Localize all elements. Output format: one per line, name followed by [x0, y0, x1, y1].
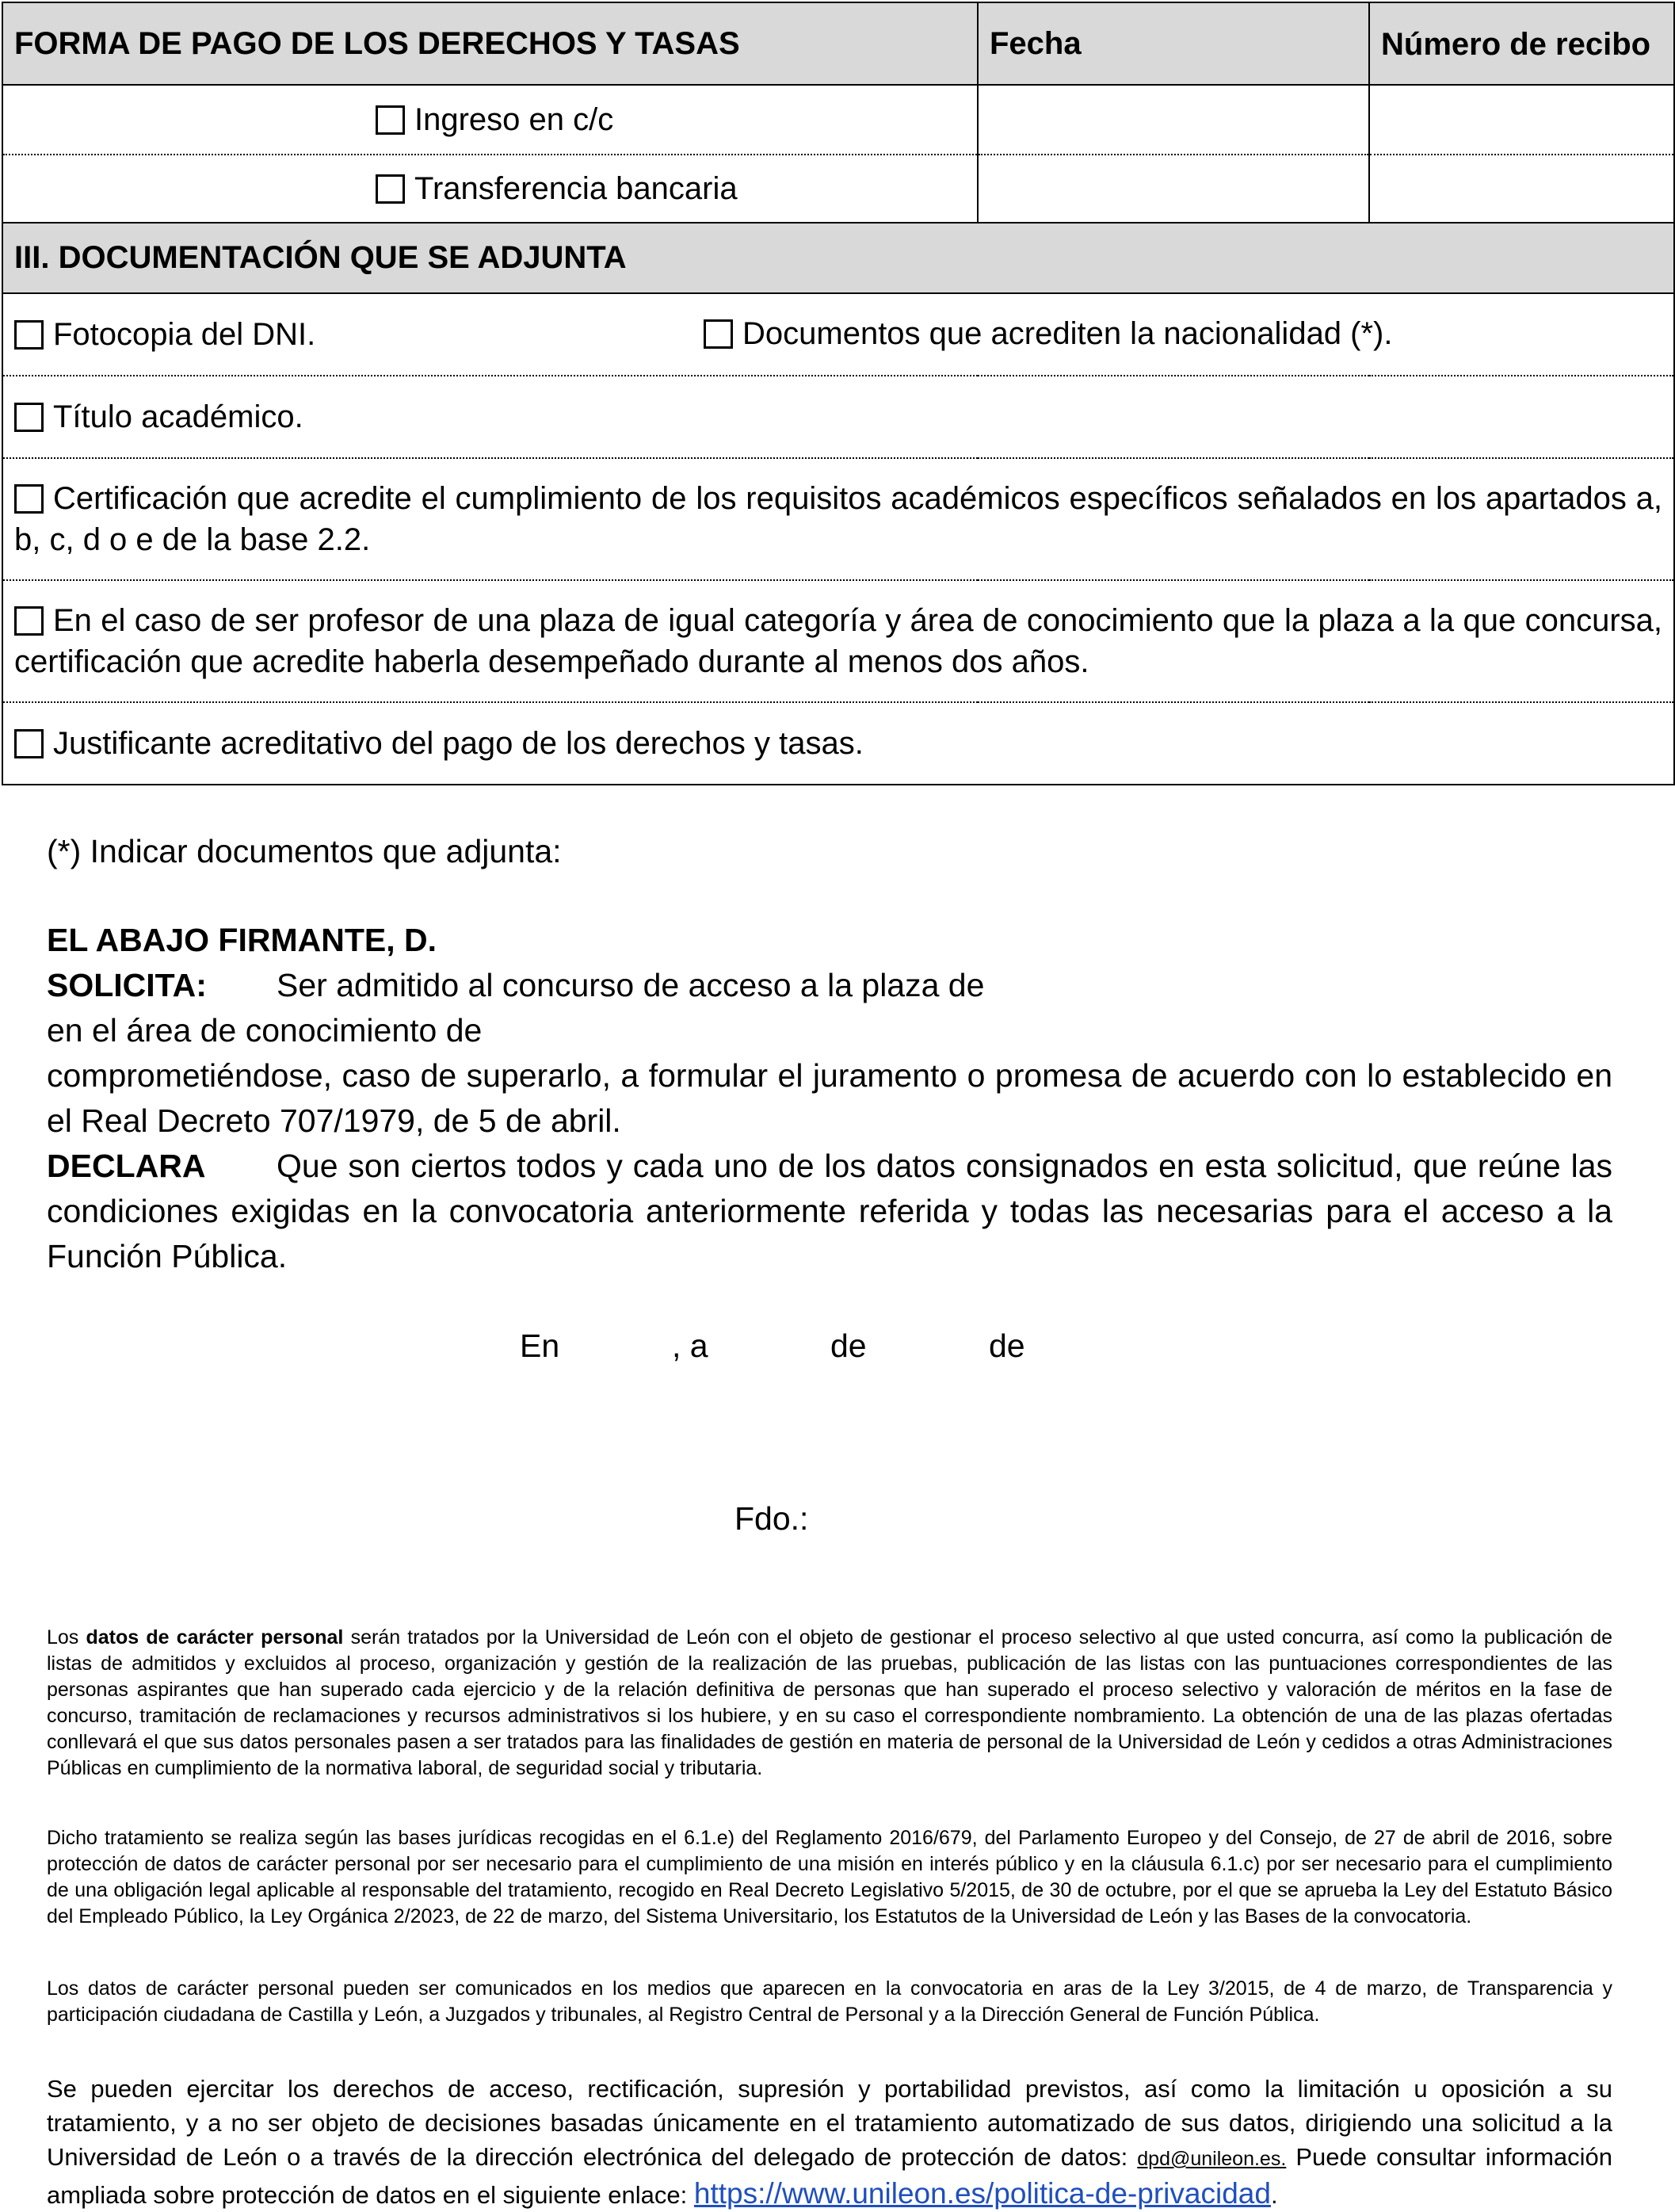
- signer-line: EL ABAJO FIRMANTE, D.: [47, 922, 437, 958]
- receipt-header: Número de recibo: [1369, 2, 1674, 85]
- deposit-checkbox[interactable]: [376, 105, 405, 135]
- dni-checkbox[interactable]: [14, 320, 44, 350]
- area-line: en el área de conocimiento de: [47, 1012, 483, 1049]
- privacy-paragraph-3: Los datos de carácter personal pueden ser comunicados en los medios que aparecen en la convocatoria en aras de la Ley 3/2015, de 4 de marzo, de Transparencia y participación ciudadana de Castilla y León, a Juzgados y tribunales, al Registro Central de Personal y a la Dirección General de Función Pública.: [47, 1977, 1612, 2026]
- privacy-paragraph-2: Dicho tratamiento se realiza según las bases jurídicas recogidas en el 6.1.e) del Reglamento 2016/679, del Parlamento Europeo y del Consejo, de 27 de abril de 2016, sobre protección de datos de carácter personal por ser necesario para el cumplimiento de una misión en interés público y en la cláusula 6.1.c) por ser necesario para el cumplimiento de una obligación legal aplicable al responsable del tratamiento, recogido en Real Decreto Legislativo 5/2015, de 30 de octubre, por el que se aprueba la Ley del Estatuto Básico del Empleado Público, la Ley Orgánica 2/2023, de 22 de marzo, del Sistema Universitario, los Estatutos de la Universidad de León y las Bases de la convocatoria.: [47, 1827, 1612, 1927]
- privacy-end: .: [1270, 2181, 1278, 2209]
- deposit-label: Ingreso en c/c: [414, 101, 614, 137]
- certification-checkbox[interactable]: [14, 484, 44, 514]
- dpd-email-link[interactable]: dpd@unileon.es.: [1137, 2148, 1287, 2170]
- privacy-rights-text: Se pueden ejercitar los derechos de acceso, rectificación, supresión y portabilidad previstos, así como la limitación u oposición a su tratamiento, y a no ser objeto de decisiones basadas únicamente en el tratamiento automatizado de sus datos, dirigiendo una solicitud a la Universidad de León o a través de la dirección electrónica del delegado de protección de datos:: [47, 2075, 1612, 2171]
- solicita-label: SOLICITA:: [47, 967, 207, 1003]
- title-label: Título académico.: [53, 399, 303, 434]
- deposit-date-cell[interactable]: [978, 85, 1369, 155]
- date-de-1: de: [830, 1328, 867, 1364]
- privacy-lead: Los: [47, 1626, 79, 1648]
- payment-option-deposit[interactable]: [2, 85, 978, 155]
- privacy-paragraph-1: [47, 1625, 1612, 1782]
- date-de-2: de: [989, 1328, 1025, 1364]
- nationality-option[interactable]: [704, 316, 1393, 352]
- signature-label: Fdo.:: [734, 1500, 809, 1537]
- commitment-text: comprometiéndose, caso de superarlo, a formular el juramento o promesa de acuerdo con lo establecido en el Real Decreto 707/1979, de 5 de abril.: [47, 1057, 1612, 1139]
- attachments-note: (*) Indicar documentos que adjunta:: [47, 833, 562, 869]
- transfer-label: Transferencia bancaria: [414, 170, 738, 206]
- dni-option[interactable]: [14, 317, 315, 352]
- doc-row-dni: [2, 293, 1674, 376]
- payment-option-transfer[interactable]: [2, 155, 978, 223]
- declara-paragraph: [47, 1144, 1612, 1279]
- nationality-checkbox[interactable]: [704, 319, 733, 349]
- nationality-label: Documentos que acrediten la nacionalidad (*).: [742, 316, 1393, 351]
- solicita-line: [47, 963, 1612, 1008]
- doc-row-certification[interactable]: [2, 458, 1674, 580]
- solicita-text: Ser admitido al concurso de acceso a la plaza de: [277, 967, 985, 1003]
- place-en: En: [520, 1328, 560, 1364]
- dni-label: Fotocopia del DNI.: [53, 316, 316, 352]
- date-header: Fecha: [978, 2, 1369, 85]
- professor-checkbox[interactable]: [14, 606, 44, 636]
- deposit-receipt-cell[interactable]: [1369, 85, 1674, 155]
- form-table: [2, 2, 1675, 785]
- privacy-more-text: Puede consultar información ampliada sobre protección de datos en el siguiente enlace:: [47, 2143, 1613, 2209]
- place-a: , a: [672, 1328, 708, 1364]
- title-checkbox[interactable]: [14, 403, 44, 432]
- certification-label: Certificación que acredite el cumplimiento de los requisitos académicos específicos señalados en los apartados a, b, c, d o e de la base 2.2.: [14, 481, 1662, 557]
- privacy-bold: datos de carácter personal: [86, 1626, 344, 1648]
- transfer-receipt-cell[interactable]: [1369, 155, 1674, 223]
- transfer-checkbox[interactable]: [376, 174, 405, 204]
- doc-row-professor[interactable]: [2, 580, 1674, 702]
- declaration-block: [47, 918, 1612, 1279]
- payment-header: FORMA DE PAGO DE LOS DERECHOS Y TASAS: [2, 2, 978, 85]
- privacy-paragraph-4: [47, 2072, 1612, 2212]
- doc-row-title[interactable]: [2, 376, 1674, 458]
- documentation-header: III. DOCUMENTACIÓN QUE SE ADJUNTA: [2, 223, 1674, 293]
- declara-text: Que son ciertos todos y cada uno de los datos consignados en esta solicitud, que reúne las condiciones exigidas en la convocatoria anteriormente referida y todas las necesarias para el acceso a la Función Pública.: [47, 1148, 1612, 1274]
- transfer-date-cell[interactable]: [978, 155, 1369, 223]
- receipt-label: Justificante acreditativo del pago de los derechos y tasas.: [53, 725, 864, 761]
- receipt-checkbox[interactable]: [14, 729, 44, 758]
- privacy-policy-link[interactable]: https://www.unileon.es/politica-de-privacidad: [693, 2177, 1271, 2210]
- declara-label: DECLARA: [47, 1148, 206, 1184]
- professor-label: En el caso de ser profesor de una plaza de igual categoría y área de conocimiento que la plaza a la que concursa, certificación que acredite haberla desempeñado durante al menos dos años.: [14, 603, 1662, 679]
- privacy-p1-text: serán tratados por la Universidad de León con el objeto de gestionar el proceso selectivo al que usted concurra, así como la publicación de listas de admitidos y excluidos al proceso, organización y gestión de la realización de las pruebas, publicación de las listas con las puntuaciones correspondientes de las personas aspirantes que han superado cada ejercicio y de la relación definitiva de personas que han superado el proceso selectivo y valoración de méritos en la fase de concurso, tramitación de reclamaciones y recursos administrativos si los hubiere, y en su caso el correspondiente nombramiento. La obtención de una de las plazas ofertadas conllevará el que sus datos personales pasen a ser tratados para las finalidades de gestión en materia de personal de la Universidad de León y cedidos a otras Administraciones Públicas en cumplimiento de la normativa laboral, de seguridad social y tributaria.: [47, 1626, 1612, 1779]
- doc-row-receipt[interactable]: [2, 702, 1674, 785]
